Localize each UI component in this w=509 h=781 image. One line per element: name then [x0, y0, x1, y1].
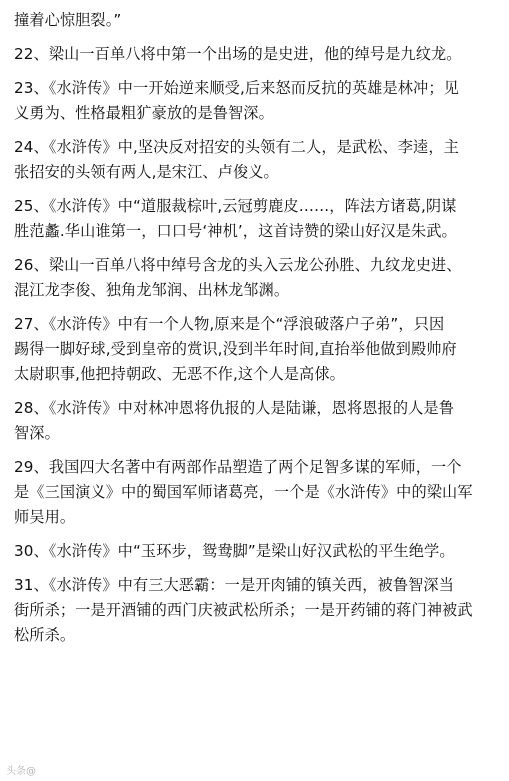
text-line: 街所杀；一是开酒铺的西门庆被武松所杀；一是开药铺的蒋门神被武 [14, 601, 473, 619]
text-line: 29、我国四大名著中有两部作品塑造了两个足智多谋的军师，一个 [14, 458, 462, 476]
text-line: 24、《水浒传》中,坚决反对招安的头领有二人，是武松、李逵，主 [14, 138, 459, 156]
text-line: 28、《水浒传》中对林冲恩将仇报的人是陆谦，恩将恩报的人是鲁 [14, 399, 454, 417]
text-line: 31、《水浒传》中有三大恶霸：一是开肉铺的镇关西，被鲁智深当 [14, 576, 454, 594]
text-line: 师吴用。 [14, 508, 76, 526]
text-line: 是《三国演义》中的蜀国军师诸葛亮，一个是《水浒传》中的梁山军 [14, 483, 473, 501]
text-line: 30、《水浒传》中“玉环步，鸳鸯脚”是梁山好汉武松的平生绝学。 [14, 542, 455, 560]
watermark: 头条@ [6, 766, 36, 777]
text-line: 23、《水浒传》中一开始逆来顺受,后来怒而反抗的英雄是林冲；见 [14, 79, 459, 97]
text-line: 25、《水浒传》中“道服裁棕叶,云冠剪鹿皮……，阵法方诸葛,阴谋 [14, 197, 457, 215]
text-line: 松所杀。 [14, 626, 76, 644]
text-line: 22、梁山一百单八将中第一个出场的是史进，他的绰号是九纹龙。 [14, 45, 462, 63]
text-line: 26、梁山一百单八将中绰号含龙的头入云龙公孙胜、九纹龙史进、 [14, 256, 462, 274]
text-line: 太尉职事,他把持朝政、无恶不作,这个人是高俅。 [14, 365, 345, 383]
text-line: 义勇为、性格最粗犷豪放的是鲁智深。 [14, 104, 274, 122]
text-line: 撞着心惊胆裂。” [14, 11, 122, 29]
text-line: 胜范蠡.华山谁第一，口口号‘神机’，这首诗赞的梁山好汉是朱武。 [14, 222, 457, 240]
text-line: 踢得一脚好球,受到皇帝的赏识,没到半年时间,直抬举他做到殿帅府 [14, 340, 457, 358]
text-line: 智深。 [14, 424, 60, 442]
text-line: 混江龙李俊、独角龙邹润、出林龙邹渊。 [14, 281, 290, 299]
text-line: 张招安的头领有两人,是宋江、卢俊义。 [14, 163, 279, 181]
text-line: 27、《水浒传》中有一个人物,原来是个“浮浪破落户子弟”，只因 [14, 315, 445, 333]
